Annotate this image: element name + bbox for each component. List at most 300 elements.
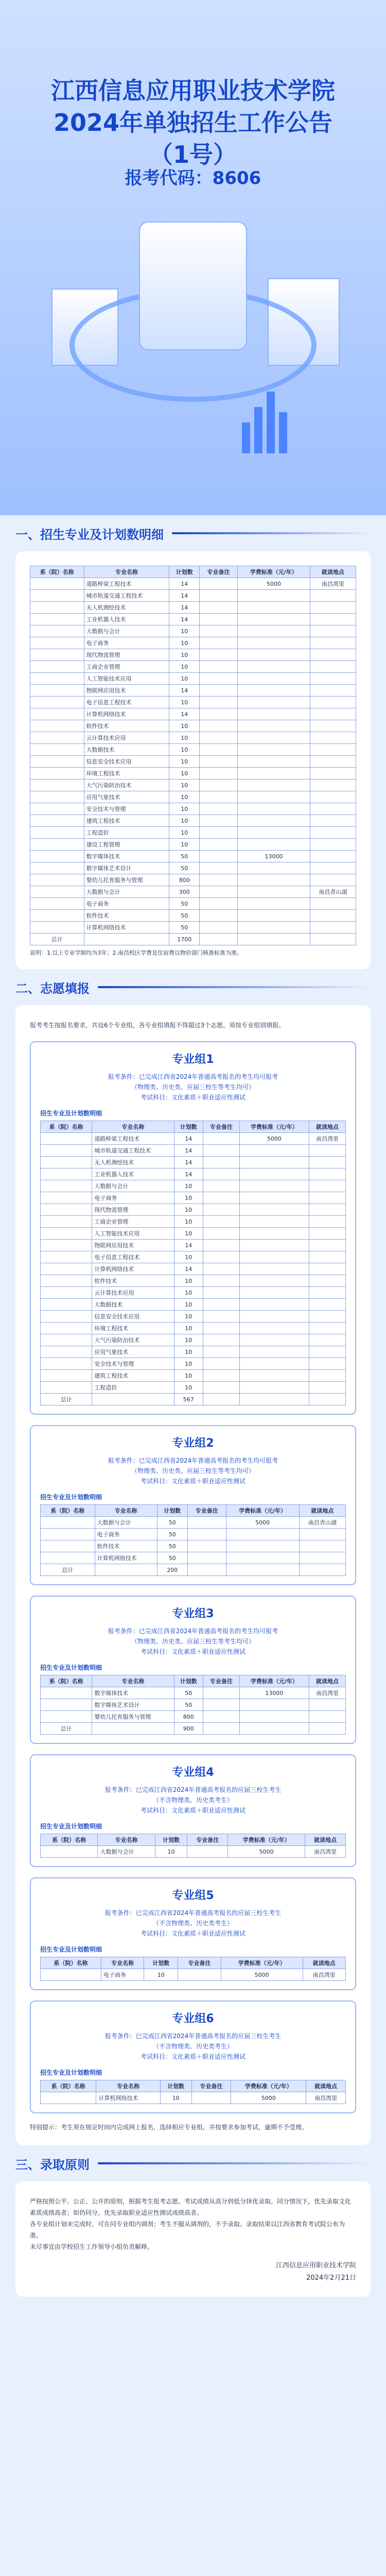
table-cell <box>237 779 310 791</box>
group-condition-note: （物理类、历史类、应届三校生等考生均可） <box>131 1467 255 1475</box>
title-line1: 江西信息应用职业技术学院 <box>51 77 335 105</box>
table-header-cell: 系（院）名称 <box>41 1505 95 1517</box>
location-cell <box>309 1711 346 1723</box>
table-cell <box>203 1370 239 1382</box>
table-cell <box>41 1540 95 1552</box>
table-cell <box>237 673 310 685</box>
table-row <box>30 590 356 602</box>
fee-cell <box>239 1168 309 1180</box>
table-cell <box>200 649 238 661</box>
location-cell <box>309 1382 346 1394</box>
location-cell <box>309 1263 346 1275</box>
section2-intro: 报考考生按报名要求，共设6个专业组，各专业组填报不得超过3个志愿，须按专业组别填报。 <box>30 1022 285 1029</box>
table-row <box>41 1168 346 1180</box>
table-cell <box>200 862 238 874</box>
fee-cell <box>239 1311 309 1323</box>
table-header-row <box>41 1121 346 1133</box>
table-cell: 10 <box>174 1370 203 1382</box>
table-row <box>30 827 356 839</box>
table-cell <box>30 744 84 756</box>
table-cell: 50 <box>157 1529 187 1540</box>
group-card <box>30 1754 356 1867</box>
table-cell <box>30 886 84 898</box>
table-cell: 13000 <box>237 851 310 862</box>
table-header-cell: 专业名称 <box>95 1505 157 1517</box>
table-header-cell: 系（院）名称 <box>41 2080 96 2092</box>
page-title <box>0 75 386 171</box>
table-cell: 软件技术 <box>84 720 169 732</box>
fee-cell <box>239 1216 309 1228</box>
table-cell <box>310 708 356 720</box>
table-cell: 14 <box>174 1157 203 1168</box>
sign-date: 2024年2月21日 <box>306 2274 356 2282</box>
table-row <box>41 1346 346 1358</box>
location-cell <box>309 1180 346 1192</box>
chart-bar-deco <box>267 392 275 453</box>
table-cell <box>310 590 356 602</box>
table-cell <box>203 1168 239 1180</box>
table-cell: 50 <box>169 910 200 922</box>
fee-cell <box>239 1711 309 1723</box>
table-cell <box>30 708 84 720</box>
table-cell <box>84 934 169 945</box>
table-cell: 无人机测绘技术 <box>84 602 169 614</box>
table-cell <box>200 673 238 685</box>
table-cell <box>237 614 310 625</box>
table-cell <box>200 625 238 637</box>
table-row <box>30 732 356 744</box>
table-cell <box>178 1969 221 1981</box>
group-table-label: 招生专业及计划数明细 <box>40 1823 102 1830</box>
table-cell: 10 <box>174 1251 203 1263</box>
table-header-cell: 学费标准（元/年） <box>221 1957 303 1969</box>
table-header-cell: 专业备注 <box>187 1505 226 1517</box>
table-cell <box>41 1517 95 1529</box>
section2-footnote: 特别提示：考生须在规定时间内完成网上报名，选择相应专业组，并按要求参加考试，逾期不予受理。 <box>30 2124 308 2131</box>
table-cell <box>203 1216 239 1228</box>
table-cell <box>200 791 238 803</box>
group-card <box>30 1041 356 1415</box>
table-cell <box>200 708 238 720</box>
table-cell <box>200 602 238 614</box>
table-cell: 工程造价 <box>92 1382 174 1394</box>
table-header-cell: 学费标准（元/年） <box>228 1834 305 1846</box>
table-cell <box>41 1180 92 1192</box>
table-cell <box>237 744 310 756</box>
table-row <box>41 1711 346 1723</box>
table-cell <box>200 839 238 851</box>
chart-bar-deco <box>279 412 287 453</box>
table-cell <box>226 1564 299 1576</box>
table-cell <box>310 910 356 922</box>
group-table-label: 招生专业及计划数明细 <box>40 1946 102 1953</box>
table-row <box>30 922 356 934</box>
rule-para: 严格按照公平、公正、公开的原则，根据考生报考志愿、考试成绩从高分到低分择优录取。同分情况下，优先录取文化素质成绩高者；如仍同分，优先录取职业适应性测试成绩高者。 <box>30 2198 352 2216</box>
table-cell <box>200 815 238 827</box>
total-row <box>30 934 356 945</box>
total-row <box>41 1723 346 1735</box>
group-card <box>30 1425 356 1585</box>
section1-card <box>15 551 371 969</box>
table-cell: 安全技术与管理 <box>92 1358 174 1370</box>
table-cell: 数字媒体技术 <box>92 1687 174 1699</box>
table-cell <box>203 1180 239 1192</box>
table-row <box>41 1192 346 1204</box>
location-cell <box>309 1346 346 1358</box>
table-row <box>41 1846 346 1858</box>
table-cell <box>41 1251 92 1263</box>
fee-cell <box>239 1228 309 1240</box>
table-cell: 环境工程技术 <box>84 768 169 779</box>
table-row <box>30 791 356 803</box>
table-cell <box>309 1723 346 1735</box>
table-cell <box>200 637 238 649</box>
table-cell: 10 <box>169 768 200 779</box>
fee-cell: 5000 <box>239 1133 309 1145</box>
table-cell <box>310 685 356 697</box>
table-row <box>41 2092 346 2104</box>
table-cell <box>200 910 238 922</box>
total-value: 567 <box>174 1394 203 1405</box>
table-cell <box>41 1529 95 1540</box>
fee-cell <box>239 1204 309 1216</box>
table-cell <box>237 922 310 934</box>
total-row <box>41 1564 346 1576</box>
table-cell <box>237 815 310 827</box>
table-cell: 数字媒体艺术设计 <box>92 1699 174 1711</box>
table-row <box>41 1287 346 1299</box>
table-row <box>41 1263 346 1275</box>
fee-cell <box>239 1287 309 1299</box>
table-header-cell: 专业名称 <box>92 1121 174 1133</box>
group-table-label: 招生专业及计划数明细 <box>40 1494 102 1501</box>
table-cell <box>41 1275 92 1287</box>
table-body <box>30 578 356 945</box>
table-row <box>30 697 356 708</box>
table-cell <box>237 886 310 898</box>
group-table <box>40 1504 346 1576</box>
total-value: 1700 <box>169 934 200 945</box>
table-cell <box>30 922 84 934</box>
table-cell: 10 <box>169 661 200 673</box>
table-cell: 建筑工程技术 <box>92 1370 174 1382</box>
table-cell: 计算机网络技术 <box>96 2092 160 2104</box>
group-exam: 考试科目：文化素质＋职业适应性测试 <box>140 1807 245 1814</box>
fee-cell <box>239 1382 309 1394</box>
table-cell <box>30 874 84 886</box>
table-cell <box>41 1711 92 1723</box>
table-cell <box>203 1145 239 1157</box>
section3-head <box>15 2145 371 2181</box>
table-header-cell: 学费标准（元/年） <box>239 1675 309 1687</box>
table-cell <box>200 827 238 839</box>
group-title: 专业组6 <box>172 2012 214 2025</box>
table-header-cell: 专业名称 <box>98 1834 155 1846</box>
table-cell: 14 <box>174 1240 203 1251</box>
table-cell <box>310 768 356 779</box>
fee-cell: 5000 <box>228 1846 305 1858</box>
location-cell <box>309 1157 346 1168</box>
table-cell <box>30 649 84 661</box>
group-condition-note: （物理类、历史类、应届三校生等考生均可） <box>131 1638 255 1645</box>
table-cell <box>41 1358 92 1370</box>
table-cell: 10 <box>144 1969 178 1981</box>
table-header-cell: 专业备注 <box>191 2080 231 2092</box>
table-cell <box>203 1346 239 1358</box>
table-header-cell: 专业名称 <box>92 1675 174 1687</box>
table-cell <box>41 1192 92 1204</box>
group-card <box>30 2001 356 2113</box>
table-cell: 计算机网络技术 <box>95 1552 157 1564</box>
building-center <box>139 222 247 350</box>
table-cell <box>200 768 238 779</box>
table-header-row <box>41 1675 346 1687</box>
table-row <box>41 1216 346 1228</box>
table-cell: 10 <box>174 1228 203 1240</box>
table-cell <box>237 697 310 708</box>
chart-bar-deco <box>242 422 250 453</box>
table-cell <box>310 791 356 803</box>
rule-para: 各专业组计划未完成时，可在同专业组内调剂；考生不服从调剂的，不予录取。录取结果以江西省教育考试院公布为准。 <box>30 2221 345 2239</box>
fee-cell: 5000 <box>231 2092 306 2104</box>
table-cell <box>203 1311 239 1323</box>
table-cell <box>30 779 84 791</box>
table-cell <box>200 614 238 625</box>
section-divider <box>98 986 371 988</box>
table-cell: 14 <box>169 590 200 602</box>
table-cell: 10 <box>169 720 200 732</box>
table-header-cell: 系（院）名称 <box>41 1675 92 1687</box>
table-cell: 无人机测绘技术 <box>92 1157 174 1168</box>
table-cell: 大数据与会计 <box>84 625 169 637</box>
table-cell <box>200 874 238 886</box>
table-cell: 大数据与会计 <box>92 1180 174 1192</box>
fee-cell <box>239 1370 309 1382</box>
table-cell <box>30 720 84 732</box>
table-cell <box>203 1228 239 1240</box>
table-cell: 信息安全技术应用 <box>84 756 169 768</box>
group-exam: 考试科目：文化素质＋职业适应性测试 <box>140 1648 245 1655</box>
table-cell <box>237 708 310 720</box>
table-cell <box>237 637 310 649</box>
group-exam: 考试科目：文化素质＋职业适应性测试 <box>140 1478 245 1485</box>
group-table-label: 招生专业及计划数明细 <box>40 2069 102 2076</box>
location-cell <box>309 1192 346 1204</box>
table-header-row <box>41 1957 346 1969</box>
table-cell <box>310 803 356 815</box>
group-card <box>30 1877 356 1990</box>
table-row <box>30 886 356 898</box>
table-cell <box>187 1540 226 1552</box>
table-row <box>41 1251 346 1263</box>
fee-cell: 5000 <box>221 1969 303 1981</box>
table-cell <box>200 744 238 756</box>
table-cell <box>310 649 356 661</box>
table-cell: 电子信息工程技术 <box>92 1251 174 1263</box>
table-cell: 50 <box>169 851 200 862</box>
location-cell <box>309 1334 346 1346</box>
table-cell: 10 <box>169 649 200 661</box>
group-condition: 报考条件：已完成江西省2024年普通高考报名的应届三校生考生 <box>104 2032 282 2040</box>
location-cell: 南昌湾里 <box>305 1846 346 1858</box>
table-cell <box>200 732 238 744</box>
table-cell: 工业机器人技术 <box>84 614 169 625</box>
table-cell <box>41 1334 92 1346</box>
table-cell <box>310 637 356 649</box>
location-cell <box>309 1216 346 1228</box>
table-header-cell: 就读地点 <box>303 1957 345 1969</box>
table-note: 说明：1.以上专业学制均为3年；2.南昌校区学费及住宿费以物价部门核准标准为准。 <box>30 950 242 956</box>
table-cell <box>237 590 310 602</box>
table-cell: 14 <box>169 708 200 720</box>
table-cell: 云计算技术应用 <box>92 1287 174 1299</box>
table-cell <box>203 1263 239 1275</box>
table-cell: 信息安全技术应用 <box>92 1311 174 1323</box>
table-cell: 物联网应用技术 <box>92 1240 174 1251</box>
table-cell <box>30 602 84 614</box>
group-list <box>30 1041 356 2113</box>
table-cell: 10 <box>174 1323 203 1334</box>
table-row <box>30 625 356 637</box>
table-row <box>41 1517 346 1529</box>
table-row <box>30 661 356 673</box>
table-row <box>30 720 356 732</box>
table-cell: 10 <box>174 1180 203 1192</box>
fee-cell: 5000 <box>226 1517 299 1529</box>
table-cell: 计算机网络技术 <box>84 922 169 934</box>
table-cell <box>237 839 310 851</box>
group-condition-note: （不含物理类、历史类考生） <box>152 1920 233 1927</box>
fee-cell <box>239 1192 309 1204</box>
table-row <box>41 1529 346 1540</box>
table-row <box>41 1240 346 1251</box>
table-cell <box>310 779 356 791</box>
table-cell <box>30 661 84 673</box>
table-cell <box>30 851 84 862</box>
table-cell <box>237 874 310 886</box>
location-cell: 南昌湾里 <box>303 1969 345 1981</box>
table-cell: 10 <box>169 697 200 708</box>
group-table-label: 招生专业及计划数明细 <box>40 1110 102 1117</box>
table-cell <box>30 910 84 922</box>
location-cell <box>309 1168 346 1180</box>
table-cell <box>41 1145 92 1157</box>
table-cell <box>30 791 84 803</box>
group-condition-note: （物理类、历史类、应届三校生等考生均可） <box>131 1083 255 1091</box>
table-cell <box>200 720 238 732</box>
table-cell: 10 <box>174 1192 203 1204</box>
group-condition: 报考条件：已完成江西省2024年普通高考报名的考生均可报考 <box>108 1628 278 1635</box>
section3-title: 三、录取原则 <box>15 2157 90 2172</box>
table-cell: 计算机网络技术 <box>84 708 169 720</box>
table-cell <box>187 1517 226 1529</box>
table-cell: 工业机器人技术 <box>92 1168 174 1180</box>
table-row <box>30 768 356 779</box>
table-cell: 云计算技术应用 <box>84 732 169 744</box>
fee-cell: 13000 <box>239 1687 309 1699</box>
table-cell <box>310 661 356 673</box>
table-cell: 道路桥梁工程技术 <box>92 1133 174 1145</box>
location-cell: 南昌湾里 <box>309 1687 346 1699</box>
fee-cell <box>239 1180 309 1192</box>
table-header-cell: 系（院）名称 <box>41 1121 92 1133</box>
table-cell <box>203 1687 239 1699</box>
table-cell: 城市轨道交通工程技术 <box>92 1145 174 1157</box>
table-cell: 800 <box>169 874 200 886</box>
table-cell <box>200 590 238 602</box>
table-cell: 10 <box>169 815 200 827</box>
table-cell <box>30 898 84 910</box>
chart-bar-deco <box>254 407 262 453</box>
table-cell <box>187 1529 226 1540</box>
total-value: 200 <box>157 1564 187 1576</box>
table-row <box>30 803 356 815</box>
table-header-cell: 计划数 <box>157 1505 187 1517</box>
table-cell <box>30 578 84 590</box>
table-row <box>30 910 356 922</box>
table-cell: 10 <box>169 637 200 649</box>
table-cell <box>310 827 356 839</box>
table-header-cell: 就读地点 <box>309 1121 346 1133</box>
table-cell <box>310 732 356 744</box>
table-cell <box>30 732 84 744</box>
table-cell <box>200 898 238 910</box>
table-cell: 10 <box>169 744 200 756</box>
table-cell <box>191 2092 231 2104</box>
group-table <box>40 2080 346 2104</box>
table-cell <box>237 732 310 744</box>
total-label: 总计 <box>41 1564 95 1576</box>
table-cell: 10 <box>174 1204 203 1216</box>
section1-title: 一、招生专业及计划数明细 <box>15 527 164 542</box>
table-cell <box>41 1168 92 1180</box>
table-cell <box>203 1394 239 1405</box>
table-row <box>41 1382 346 1394</box>
table-cell <box>200 779 238 791</box>
table-cell: 应用气象技术 <box>92 1346 174 1358</box>
table-cell <box>41 2092 96 2104</box>
table-cell <box>41 1299 92 1311</box>
table-cell: 10 <box>169 839 200 851</box>
table-cell <box>41 1263 92 1275</box>
signature <box>30 2260 356 2284</box>
table-cell <box>310 697 356 708</box>
fee-cell <box>239 1275 309 1287</box>
table-cell: 800 <box>174 1711 203 1723</box>
table-cell <box>200 851 238 862</box>
total-label: 总计 <box>41 1723 92 1735</box>
table-row <box>30 862 356 874</box>
table-cell <box>310 898 356 910</box>
table-header-cell: 专业备注 <box>178 1957 221 1969</box>
hero-banner <box>0 0 386 515</box>
table-cell <box>239 1394 309 1405</box>
section1-head <box>15 515 371 551</box>
table-cell <box>41 1204 92 1216</box>
table-cell <box>30 625 84 637</box>
table-header-cell: 系（院）名称 <box>41 1834 98 1846</box>
table-cell: 大数据技术 <box>84 744 169 756</box>
table-cell: 人工智能技术应用 <box>92 1228 174 1240</box>
group-exam: 考试科目：文化素质＋职业适应性测试 <box>140 1094 245 1101</box>
table-cell <box>30 673 84 685</box>
table-cell: 10 <box>169 625 200 637</box>
table-cell: 10 <box>169 803 200 815</box>
table-cell <box>95 1564 157 1576</box>
group-exam: 考试科目：文化素质＋职业适应性测试 <box>140 2053 245 2060</box>
location-cell <box>299 1552 345 1564</box>
group-condition: 报考条件：已完成江西省2024年普通高考报名的考生均可报考 <box>108 1073 278 1080</box>
